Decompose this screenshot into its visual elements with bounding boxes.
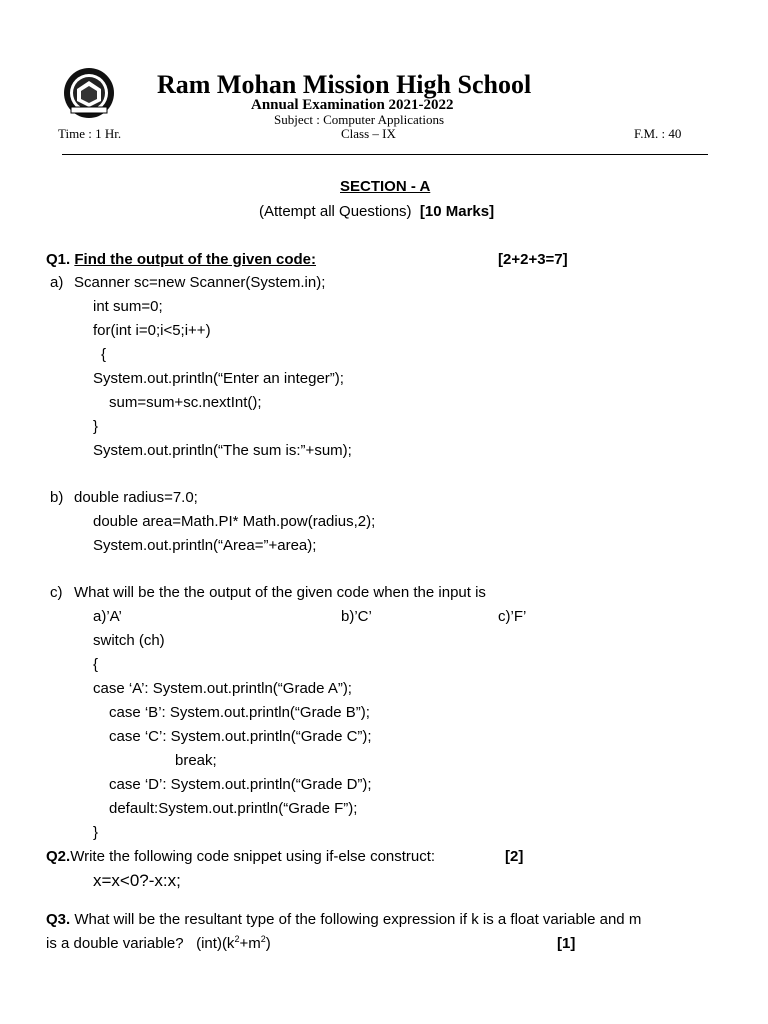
subject: Subject : Computer Applications — [274, 112, 445, 127]
q2-heading — [46, 848, 435, 865]
q1-title: Find the output of the given code: — [74, 251, 316, 268]
q1b-label: b) — [50, 489, 64, 506]
q3-text: What will be the resultant type of the following expression if k is a float variable and m — [74, 911, 642, 928]
expr-part: ) — [265, 935, 271, 952]
code-line: break; — [175, 752, 217, 769]
code-line: Scanner sc=new Scanner(System.in); — [74, 274, 326, 291]
code-line: switch (ch) — [93, 632, 165, 649]
q3-heading — [46, 911, 641, 928]
q1c-label: c) — [50, 584, 63, 601]
expr-part: (int)(k — [196, 935, 235, 952]
class-label: Class – IX — [341, 126, 396, 141]
code-line: case ‘D’: System.out.println(“Grade D”); — [109, 776, 372, 793]
q3-number: Q3. — [46, 911, 71, 928]
q1-marks: [2+2+3=7] — [498, 251, 568, 268]
code-line: case ‘C’: System.out.println(“Grade C”); — [109, 728, 372, 745]
q3-expression — [196, 935, 271, 952]
q1-heading — [46, 251, 316, 268]
exam-title: Annual Examination 2021-2022 — [251, 97, 454, 113]
q2-text: Write the following code snippet using if-else construct: — [70, 848, 436, 865]
code-line: case ‘B’: System.out.println(“Grade B”); — [109, 704, 370, 721]
input-option: b)’C’ — [341, 608, 372, 625]
exam-time: Time : 1 Hr. — [58, 126, 122, 141]
code-line: int sum=0; — [93, 298, 163, 315]
code-line: double area=Math.PI* Math.pow(radius,2); — [93, 513, 376, 530]
q2-marks: [2] — [505, 848, 524, 865]
code-line: { — [93, 656, 99, 673]
exponent: 2 — [260, 934, 266, 944]
code-line: case ‘A’: System.out.println(“Grade A”); — [93, 680, 352, 697]
q1-number: Q1. — [46, 251, 71, 268]
q2-code: x=x<0?-x:x; — [93, 871, 181, 890]
section-instruction — [259, 203, 494, 220]
code-line: sum=sum+sc.nextInt(); — [109, 394, 262, 411]
q3-marks: [1] — [557, 935, 576, 952]
q1a-label: a) — [50, 274, 64, 291]
code-line: System.out.println(“Area=”+area); — [93, 537, 317, 554]
code-line: } — [93, 418, 99, 435]
section-title: SECTION - A — [340, 178, 431, 195]
q3-text-2: is a double variable? — [46, 935, 184, 952]
code-line: } — [93, 824, 99, 841]
section-marks: [10 Marks] — [419, 203, 495, 220]
code-line: System.out.println(“Enter an integer”); — [93, 370, 344, 387]
input-option: c)’F’ — [498, 608, 527, 625]
code-line: for(int i=0;i<5;i++) — [93, 322, 211, 339]
section-instruction-text: (Attempt all Questions) — [259, 203, 412, 220]
exponent: 2 — [234, 934, 240, 944]
code-line: double radius=7.0; — [74, 489, 198, 506]
school-name: Ram Mohan Mission High School — [157, 70, 532, 99]
input-option: a)’A’ — [93, 608, 122, 625]
expr-part: +m — [239, 935, 261, 952]
code-line: System.out.println(“The sum is:”+sum); — [93, 442, 352, 459]
q2-number: Q2. — [46, 848, 71, 865]
school-emblem-icon — [63, 67, 115, 119]
full-marks: F.M. : 40 — [634, 126, 682, 141]
code-line: { — [101, 346, 107, 363]
header-divider — [62, 154, 708, 155]
q1c-question: What will be the the output of the given code when the input is — [74, 584, 486, 601]
q3-line2 — [46, 935, 271, 952]
code-line: default:System.out.println(“Grade F”); — [109, 800, 358, 817]
